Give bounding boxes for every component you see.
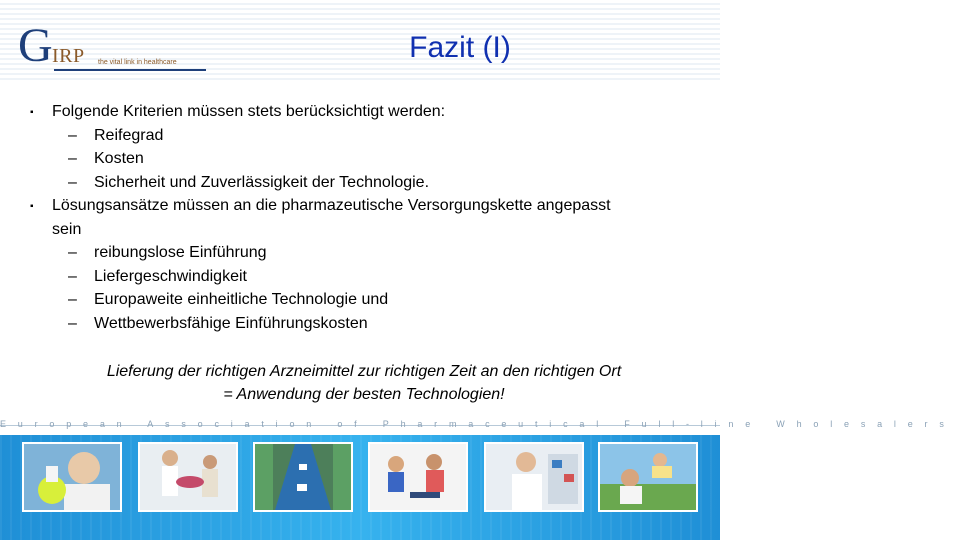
bullet-text-cont: sein <box>52 220 82 238</box>
dash-icon: – <box>68 244 77 261</box>
lab-scientist-photo <box>22 442 122 512</box>
parent-child-photo <box>598 442 698 512</box>
sub-item <box>30 171 690 195</box>
dash-icon: – <box>68 267 77 285</box>
bullet-text: Lösungsansätze müssen an die pharmazeutische Versorgungskette angepasst <box>52 197 611 214</box>
bullet-text-continued <box>30 218 690 242</box>
square-bullet-icon: ▪ <box>30 107 34 118</box>
logo-letters: IRP <box>52 45 85 67</box>
sub-item-text: reibungslose Einführung <box>94 244 267 261</box>
dash-icon: – <box>68 314 77 332</box>
dash-icon: – <box>68 291 77 308</box>
dash-icon: – <box>68 150 77 167</box>
sub-item-text: Wettbewerbsfähige Einführungskosten <box>94 314 368 332</box>
sub-item <box>30 288 690 312</box>
slide-body <box>30 100 690 335</box>
association-name: European Association of Pharmaceutical Full-line Wholesalers <box>0 419 956 429</box>
pharmacist-photo <box>484 442 584 512</box>
sub-item <box>30 241 690 265</box>
logo-mark: G <box>18 19 53 72</box>
bullet-item <box>30 194 690 218</box>
dash-icon: – <box>68 126 77 144</box>
conclusion <box>30 360 698 406</box>
sub-item <box>30 312 690 336</box>
sub-item-text: Europaweite einheitliche Technologie und <box>94 291 389 308</box>
square-bullet-icon: ▪ <box>30 201 34 212</box>
sub-item-text: Liefergeschwindigkeit <box>94 267 247 285</box>
pharmacy-conveyor-photo <box>253 442 353 512</box>
sub-item-text: Reifegrad <box>94 126 164 144</box>
sub-item-text: Kosten <box>94 150 144 167</box>
conclusion-line-2: = Anwendung der besten Technologien! <box>223 386 505 403</box>
sub-item <box>30 147 690 171</box>
dash-icon: – <box>68 173 77 191</box>
slide-title: Fazit (I) <box>409 31 511 64</box>
sub-item <box>30 265 690 289</box>
bullet-item <box>30 100 690 124</box>
sub-item-text: Sicherheit und Zuverlässigkeit der Technologie. <box>94 173 430 191</box>
association-strip <box>0 417 956 435</box>
conclusion-line-1: Lieferung der richtigen Arzneimittel zur richtigen Zeit an den richtigen Ort <box>106 363 622 380</box>
logo-underline <box>54 69 206 71</box>
family-play-photo <box>138 442 238 512</box>
logo-tagline: the vital link in healthcare <box>98 59 177 66</box>
sub-item <box>30 124 690 148</box>
girp-logo <box>18 19 208 76</box>
children-playing-photo <box>368 442 468 512</box>
bullet-text: Folgende Kriterien müssen stets berücksichtigt werden: <box>52 103 446 120</box>
